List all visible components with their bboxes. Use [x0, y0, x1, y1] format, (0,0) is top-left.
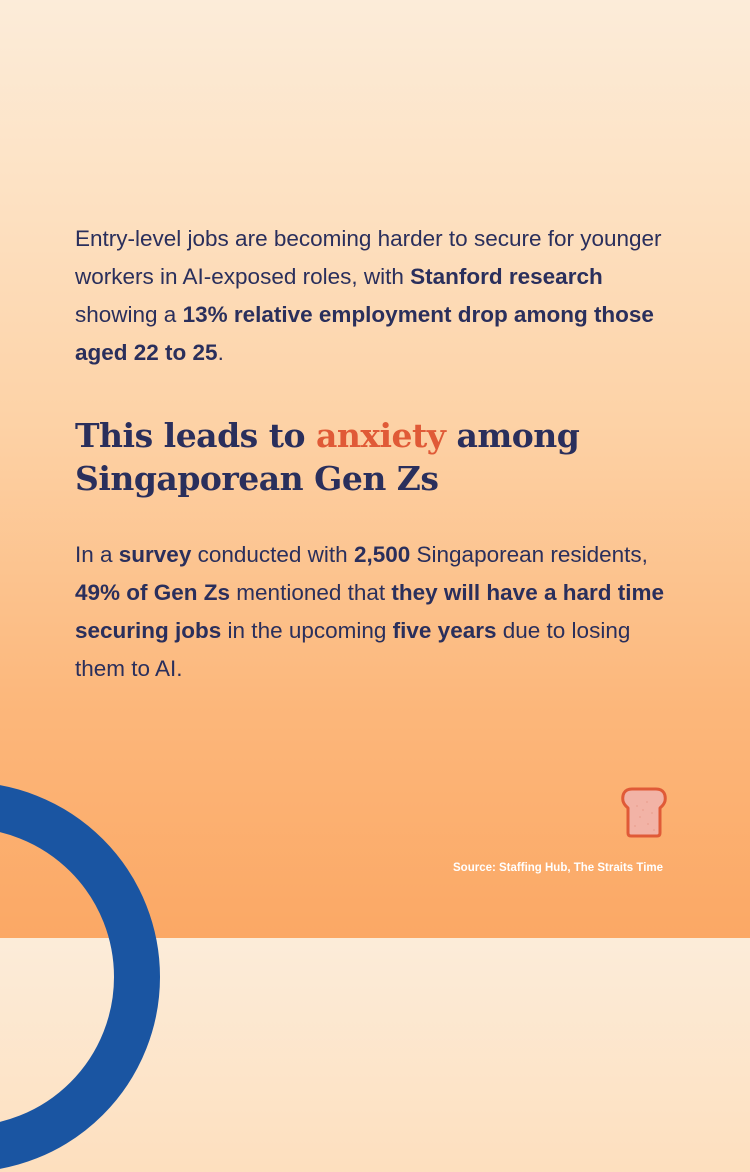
bold-respondent-count: 2,500 [353, 542, 411, 567]
text-span: in the upcoming [221, 618, 393, 643]
bold-five-years: five years [392, 618, 497, 643]
text-span: conducted with [191, 542, 354, 567]
text-span: due to losing them to AI. [75, 618, 631, 681]
source-citation: Source: Staffing Hub, The Straits Time [453, 862, 664, 874]
heading-text: among Singaporean Gen Zs [75, 416, 580, 498]
heading-accent-word: anxiety [315, 416, 446, 455]
survey-paragraph [75, 536, 685, 688]
bold-stanford-research: Stanford research [410, 264, 603, 289]
decorative-arc [0, 782, 160, 1172]
text-span: . [217, 340, 224, 365]
bold-percentage: 49% of Gen Zs [75, 580, 231, 605]
text-span: Singaporean residents, [410, 542, 648, 567]
bread-toast-icon [621, 786, 667, 838]
bold-survey: survey [118, 542, 192, 567]
section-heading [75, 414, 685, 500]
intro-paragraph [75, 220, 685, 372]
text-span: showing a [75, 302, 183, 327]
main-content [75, 220, 685, 688]
text-span: Entry-level jobs are becoming harder to secure for younger workers in AI-exposed roles, with [75, 226, 662, 289]
text-span: mentioned that [230, 580, 392, 605]
bold-employment-drop: 13% relative employment drop among those aged 22 to 25 [75, 302, 654, 365]
heading-text: This leads to [75, 416, 316, 455]
text-span: In a [75, 542, 119, 567]
bold-hard-time: they will have a hard time securing jobs [75, 580, 664, 643]
